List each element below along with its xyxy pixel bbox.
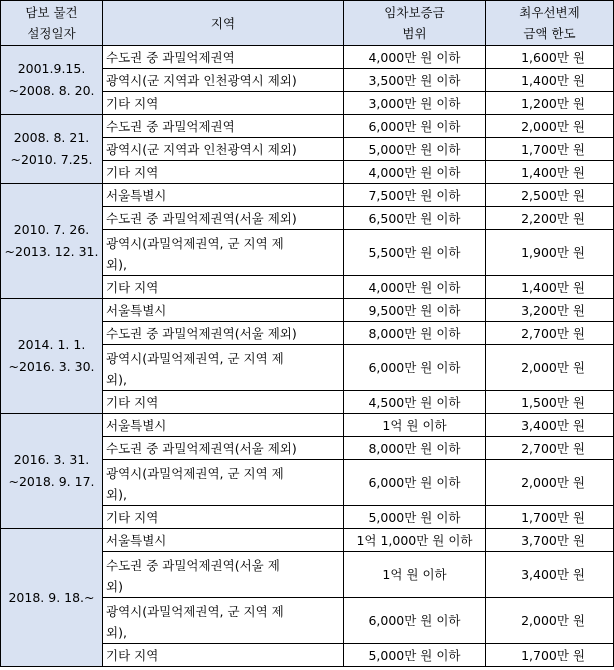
region-cell: 서울특별시 [103,184,344,207]
deposit-cell: 6,500만 원 이하 [344,207,486,230]
limit-cell: 1,700만 원 [486,644,614,667]
limit-cell: 2,000만 원 [486,460,614,506]
header-repayment-limit: 최우선변제 금액 한도 [486,1,614,46]
deposit-cell: 5,500만 원 이하 [344,230,486,276]
deposit-cell: 4,000만 원 이하 [344,161,486,184]
limit-cell: 2,700만 원 [486,322,614,345]
region-cell: 광역시(과밀억제권역, 군 지역 제 외), [103,345,344,391]
table-row [1,414,614,437]
table-body [1,46,614,667]
region-cell: 수도권 중 과밀억제권역(서울 제외) [103,437,344,460]
limit-cell: 1,900만 원 [486,230,614,276]
period-cell: 2018. 9. 18.~ [1,529,103,667]
deposit-cell: 4,000만 원 이하 [344,276,486,299]
region-cell: 기타 지역 [103,161,344,184]
limit-cell: 1,700만 원 [486,138,614,161]
region-cell: 수도권 중 과밀억제권역(서울 제외) [103,207,344,230]
limit-cell: 1,400만 원 [486,276,614,299]
limit-cell: 2,000만 원 [486,345,614,391]
deposit-cell: 8,000만 원 이하 [344,437,486,460]
deposit-cell: 9,500만 원 이하 [344,299,486,322]
limit-cell: 2,700만 원 [486,437,614,460]
deposit-cell: 4,500만 원 이하 [344,391,486,414]
region-cell: 기타 지역 [103,276,344,299]
region-cell: 기타 지역 [103,506,344,529]
region-cell: 광역시(과밀억제권역, 군 지역 제 외), [103,598,344,644]
deposit-cell: 3,500만 원 이하 [344,69,486,92]
header-row [1,1,614,46]
region-cell: 서울특별시 [103,414,344,437]
header-region: 지역 [103,1,344,46]
region-cell: 수도권 중 과밀억제권역(서울 제외) [103,322,344,345]
table-row [1,529,614,552]
header-deposit-range: 임차보증금 범위 [344,1,486,46]
table-row [1,46,614,69]
deposit-cell: 5,000만 원 이하 [344,138,486,161]
deposit-cell: 3,000만 원 이하 [344,92,486,115]
region-cell: 기타 지역 [103,391,344,414]
table-row [1,299,614,322]
period-cell: 2010. 7. 26. ~2013. 12. 31. [1,184,103,299]
deposit-cell: 1억 1,000만 원 이하 [344,529,486,552]
region-cell: 수도권 중 과밀억제권역(서울 제 외) [103,552,344,598]
limit-cell: 3,400만 원 [486,552,614,598]
limit-cell: 3,700만 원 [486,529,614,552]
table-row [1,115,614,138]
limit-cell: 2,200만 원 [486,207,614,230]
region-cell: 광역시(군 지역과 인천광역시 제외) [103,138,344,161]
region-cell: 수도권 중 과밀억제권역 [103,115,344,138]
period-cell: 2008. 8. 21. ~2010. 7.25. [1,115,103,184]
deposit-cell: 5,000만 원 이하 [344,506,486,529]
limit-cell: 3,200만 원 [486,299,614,322]
deposit-cell: 1억 원 이하 [344,552,486,598]
region-cell: 기타 지역 [103,644,344,667]
deposit-cell: 4,000만 원 이하 [344,46,486,69]
limit-cell: 1,500만 원 [486,391,614,414]
deposit-cell: 6,000만 원 이하 [344,598,486,644]
limit-cell: 2,000만 원 [486,598,614,644]
deposit-cell: 5,000만 원 이하 [344,644,486,667]
region-cell: 서울특별시 [103,299,344,322]
region-cell: 수도권 중 과밀억제권역 [103,46,344,69]
limit-cell: 1,600만 원 [486,46,614,69]
period-cell: 2001.9.15. ~2008. 8. 20. [1,46,103,115]
deposit-cell: 6,000만 원 이하 [344,345,486,391]
deposit-cell: 6,000만 원 이하 [344,115,486,138]
region-cell: 광역시(과밀억제권역, 군 지역 제 외), [103,460,344,506]
limit-cell: 1,200만 원 [486,92,614,115]
period-cell: 2016. 3. 31. ~2018. 9. 17. [1,414,103,529]
region-cell: 광역시(군 지역과 인천광역시 제외) [103,69,344,92]
region-cell: 서울특별시 [103,529,344,552]
limit-cell: 3,400만 원 [486,414,614,437]
period-cell: 2014. 1. 1. ~2016. 3. 30. [1,299,103,414]
region-cell: 광역시(과밀억제권역, 군 지역 제 외), [103,230,344,276]
deposit-cell: 8,000만 원 이하 [344,322,486,345]
limit-cell: 1,700만 원 [486,506,614,529]
deposit-cell: 1억 원 이하 [344,414,486,437]
table-row [1,184,614,207]
deposit-cell: 6,000만 원 이하 [344,460,486,506]
region-cell: 기타 지역 [103,92,344,115]
limit-cell: 1,400만 원 [486,161,614,184]
header-collateral-date: 담보 물건 설정일자 [1,1,103,46]
limit-cell: 2,500만 원 [486,184,614,207]
limit-cell: 2,000만 원 [486,115,614,138]
deposit-cell: 7,500만 원 이하 [344,184,486,207]
limit-cell: 1,400만 원 [486,69,614,92]
